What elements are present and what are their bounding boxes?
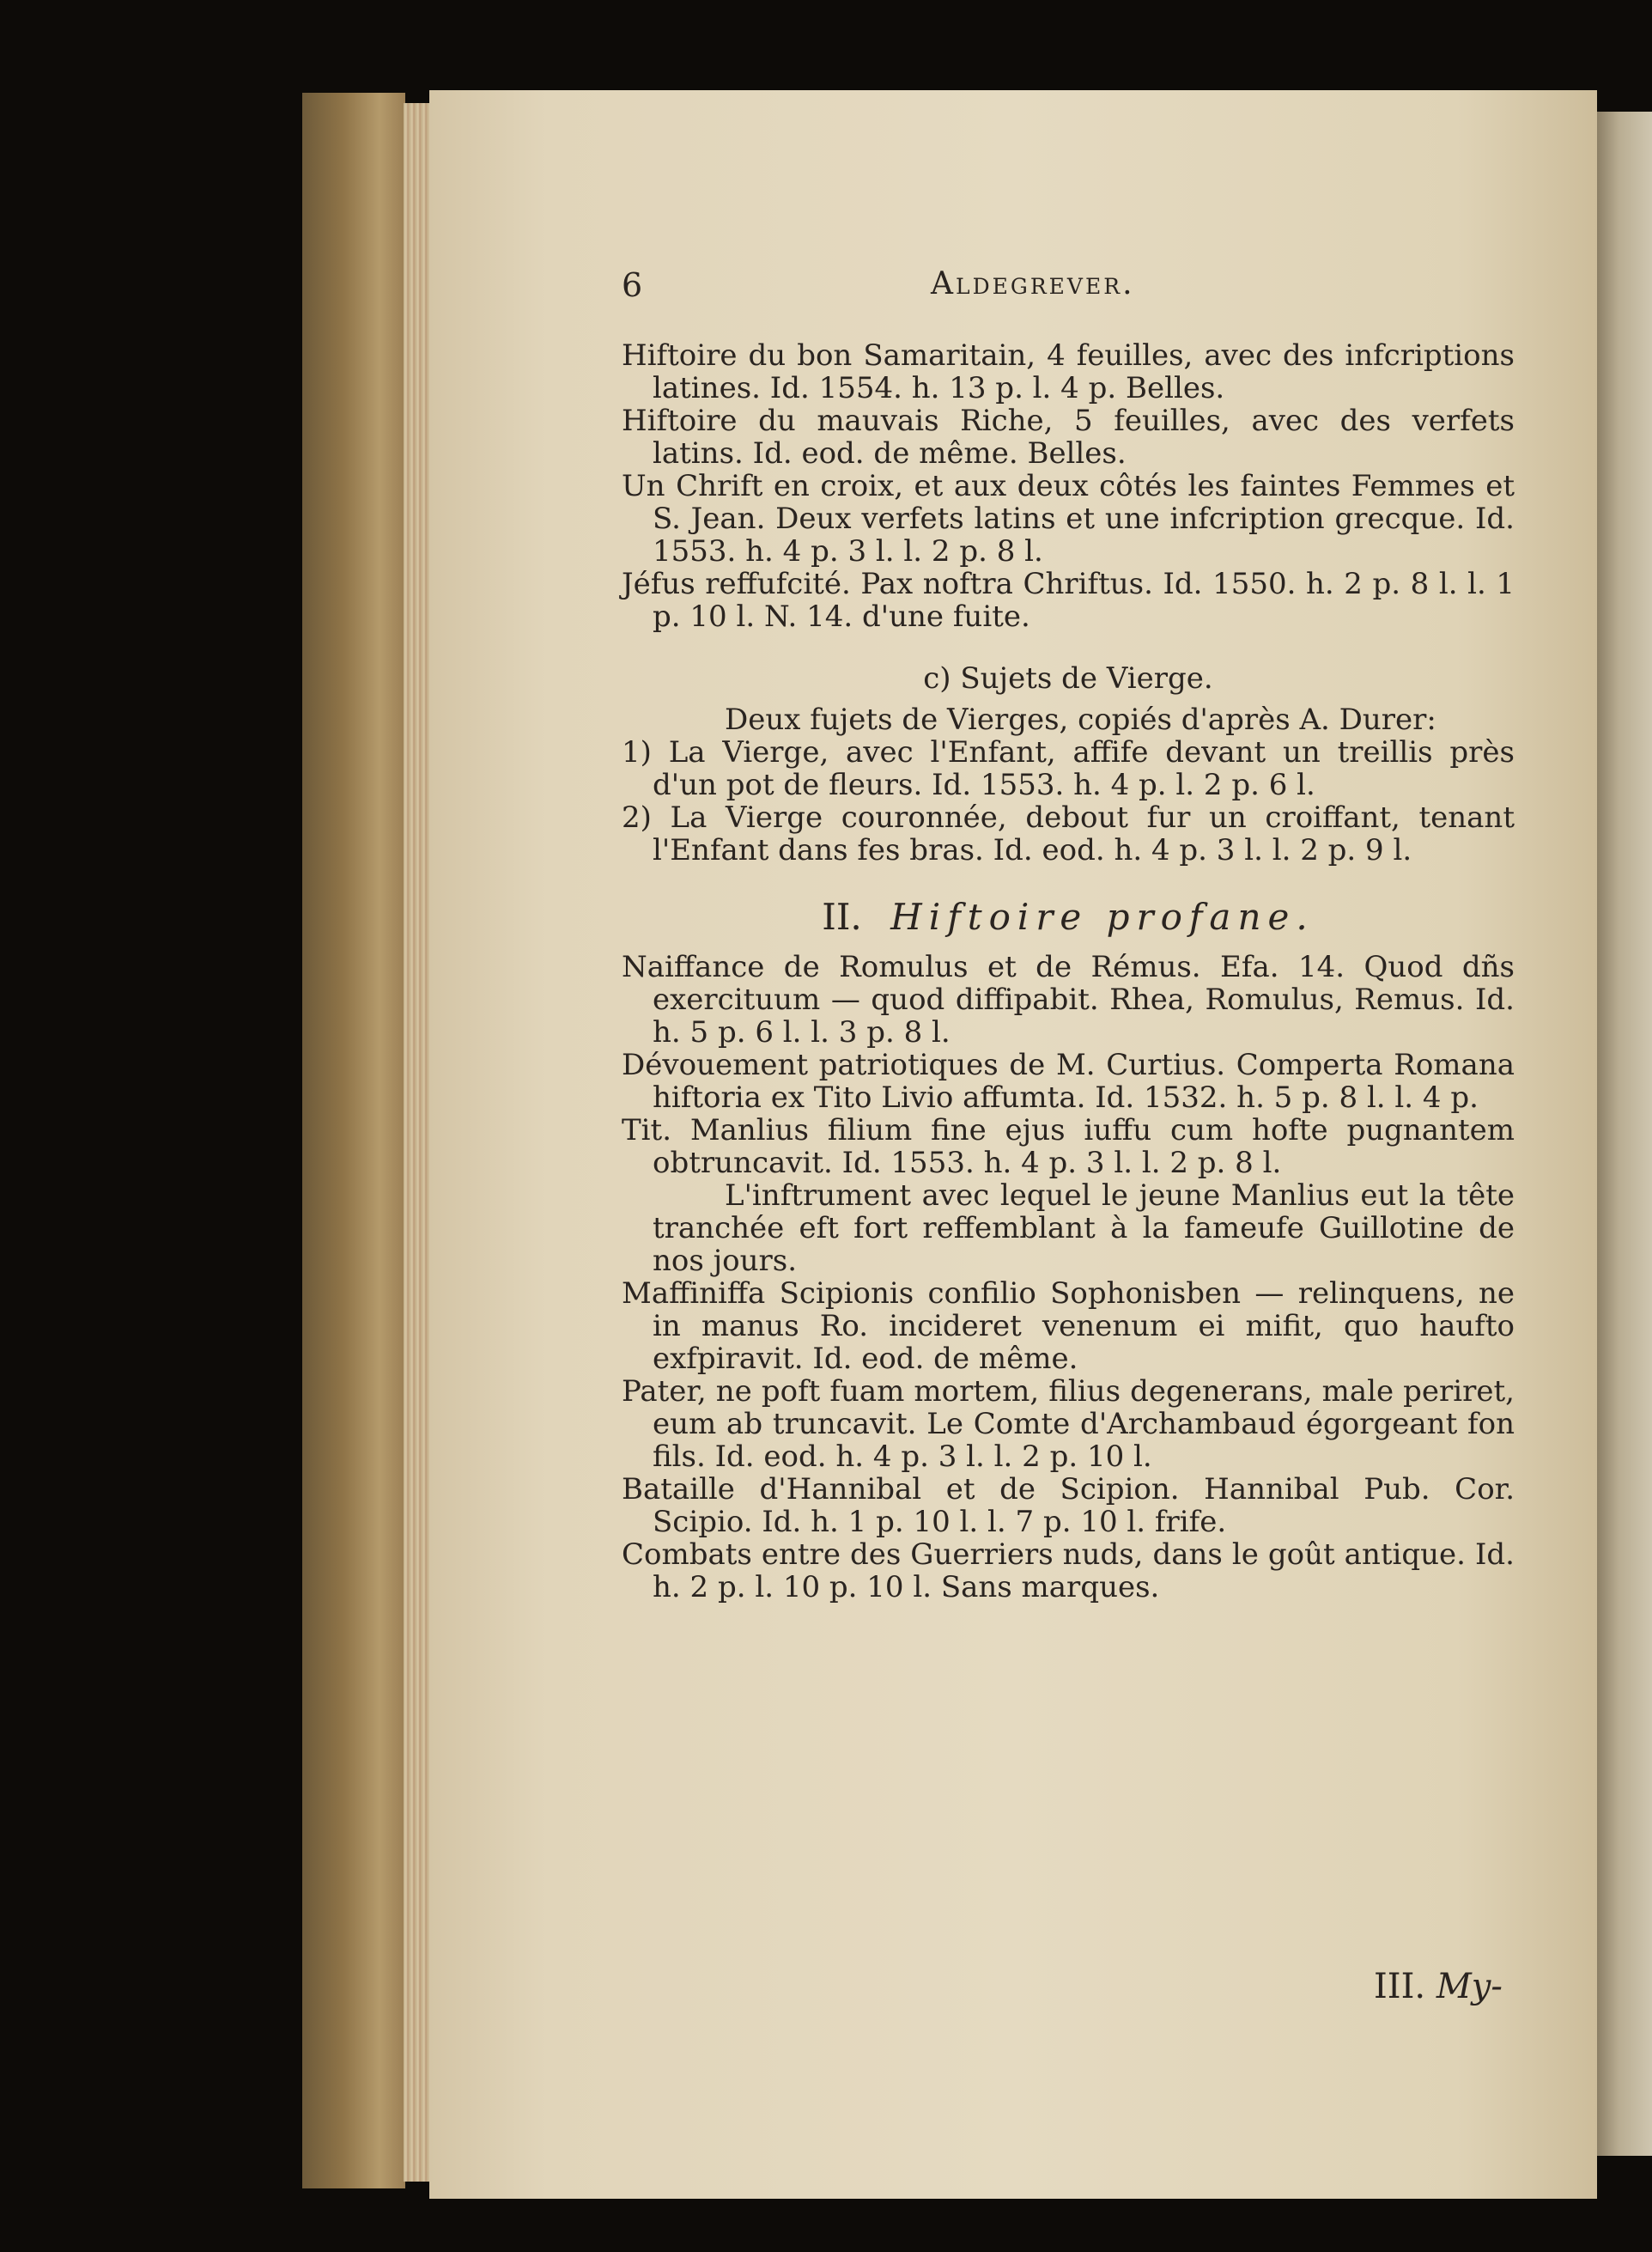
entry-massinissa: Maffiniffa Scipionis confilio Sophonisben — relinquens, ne in manus Ro. incideret venenum ei mifit, quo haufto exfpiravit. Id. eod. de même. bbox=[622, 1276, 1515, 1376]
entry-jesus-ressuscite: Jéfus reffufcité. Pax noftra Chriftus. Id. 1550. h. 2 p. 8 l. l. 1 p. 10 l. N. 14. d'une fuite. bbox=[622, 567, 1515, 634]
section-c-intro: Deux fujets de Vierges, copiés d'après A. Durer: bbox=[725, 703, 1436, 737]
catchword bbox=[1374, 1967, 1503, 2006]
entry-bataille: Bataille d'Hannibal et de Scipion. Hannibal Pub. Cor. Scipio. Id. h. 1 p. 10 l. l. 7 p. 10 l. frife. bbox=[622, 1472, 1515, 1539]
entry-pater: Pater, ne poft fuam mortem, filius degenerans, male periret, eum ab truncavit. Le Comte d'Archambaud égorgeant fon fils. Id. eod. h. 4 p. 3 l. l. 2 p. 10 l. bbox=[622, 1374, 1515, 1474]
page-header bbox=[622, 266, 1515, 309]
catchword-roman: III. bbox=[1374, 1967, 1426, 2006]
entry-manlius: Tit. Manlius filium fine ejus iuffu cum hofte pugnantem obtruncavit. Id. 1553. h. 4 p. 3 l. l. 2 p. 8 l. bbox=[622, 1113, 1515, 1180]
entry-samaritain: Hiftoire du bon Samaritain, 4 feuilles, avec des infcriptions latines. Id. 1554. h. 13 p. l. 4 p. Belles. bbox=[622, 338, 1515, 405]
note-guillotine: L'inftrument avec lequel le jeune Manlius eut la tête tranchée eft fort reffemblant à la fameufe Guillotine de nos jours. bbox=[653, 1178, 1515, 1278]
entries bbox=[622, 339, 1515, 1604]
book-cover-edge bbox=[302, 93, 405, 2188]
entry-curtius: Dévouement patriotiques de M. Curtius. Comperta Romana hiftoria ex Tito Livio affumta. Id. 1532. h. 5 p. 8 l. l. 4 p. bbox=[622, 1048, 1515, 1115]
section-ii-title: Hiftoire profane. bbox=[890, 896, 1315, 938]
section-ii-heading bbox=[622, 896, 1515, 938]
entry-christ-en-croix: Un Chrift en croix, et aux deux côtés les faintes Femmes et S. Jean. Deux verfets latins et une infcription grecque. Id. 1553. h. 4 p. 3 l. l. 2 p. 8 l. bbox=[622, 469, 1515, 569]
entry-combats: Combats entre des Guerriers nuds, dans le goût antique. Id. h. 2 p. l. 10 p. 10 l. Sans marques. bbox=[622, 1537, 1515, 1604]
page-number: 6 bbox=[622, 266, 643, 304]
entry-mauvais-riche: Hiftoire du mauvais Riche, 5 feuilles, avec des verfets latins. Id. eod. de même. Belles. bbox=[622, 404, 1515, 471]
vierge-item-1: 1) La Vierge, avec l'Enfant, affife devant un treillis près d'un pot de fleurs. Id. 1553. h. 4 p. l. 2 p. 6 l. bbox=[622, 735, 1515, 802]
section-c-heading: c) Sujets de Vierge. bbox=[923, 661, 1213, 696]
facing-page-edge bbox=[1597, 112, 1652, 2156]
section-ii-number: II. bbox=[822, 896, 862, 938]
vierge-item-2: 2) La Vierge couronnée, debout fur un croiffant, tenant l'Enfant dans fes bras. Id. eod. h. 4 p. 3 l. l. 2 p. 9 l. bbox=[622, 800, 1515, 867]
entry-romulus: Naiffance de Romulus et de Rémus. Efa. 14. Quod dñs exercituum — quod diffipabit. Rhea, Romulus, Remus. Id. h. 5 p. 6 l. l. 3 p. 8 l. bbox=[622, 950, 1515, 1050]
running-title: Aldegrever. bbox=[931, 266, 1135, 301]
catchword-word: My- bbox=[1436, 1967, 1503, 2006]
